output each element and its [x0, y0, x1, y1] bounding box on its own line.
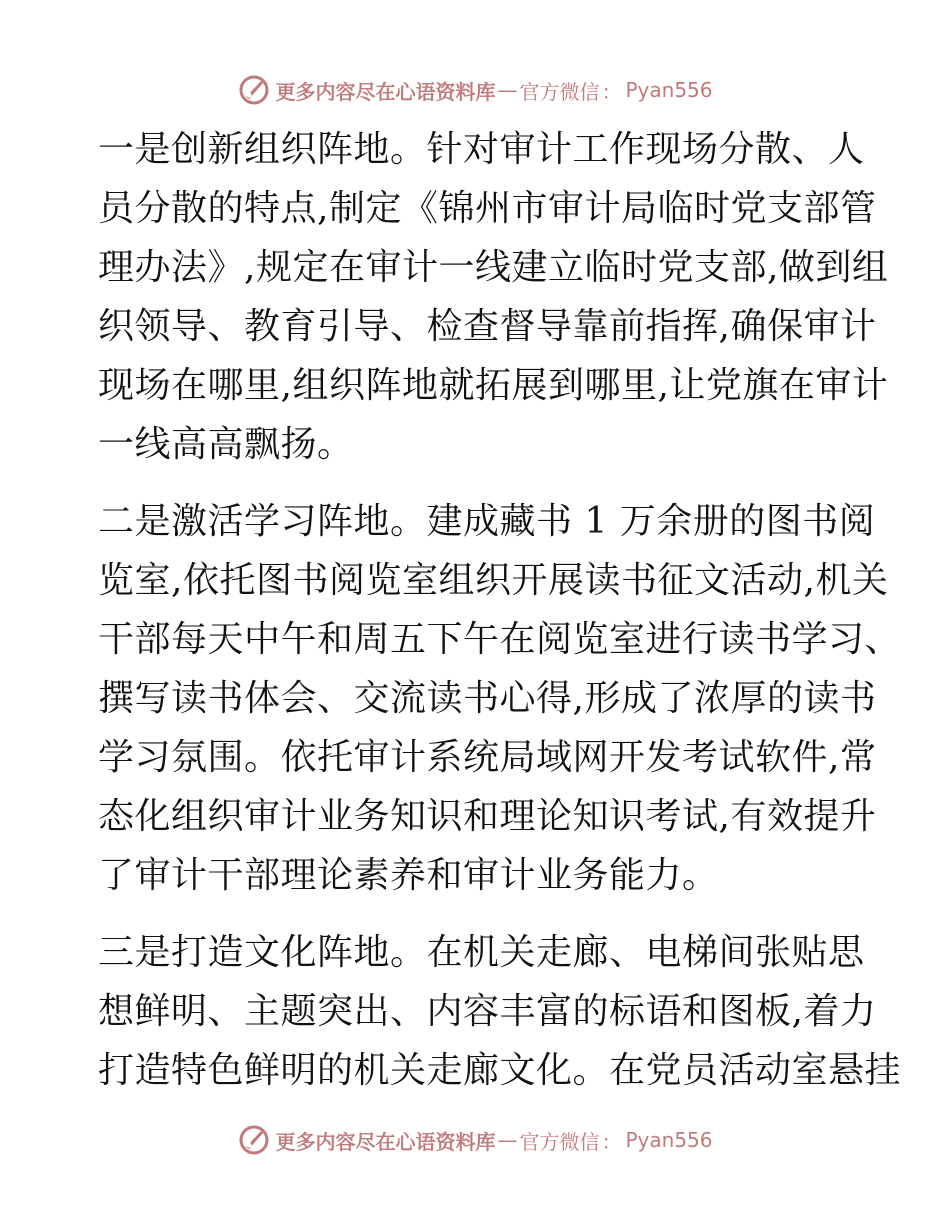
text-line: 态化组织审计业务知识和理论知识考试,有效提升 — [98, 796, 877, 837]
watermark-wechat-label: 官方微信 — [519, 79, 600, 104]
text-line: 一是创新组织阵地。针对审计工作现场分散、人 — [98, 129, 865, 170]
watermark-separator: — — [497, 1128, 518, 1152]
watermark-wechat-label: 官方微信 — [519, 1129, 600, 1154]
quill-seal-icon — [237, 73, 271, 107]
watermark-brand: 更多内容尽在心语资料库 — [275, 79, 496, 104]
watermark-brand: 更多内容尽在心语资料库 — [275, 1129, 496, 1154]
text-line: 了审计干部理论素养和审计业务能力。 — [98, 855, 719, 896]
paragraph-culture — [98, 923, 902, 1100]
text-line: 一线高高飘扬。 — [98, 424, 354, 465]
text-line: 理办法》,规定在审计一线建立临时党支部,做到组 — [98, 247, 889, 288]
watermark-colon: ： — [601, 1129, 622, 1154]
document-body — [98, 120, 902, 1100]
text-line: 织领导、教育引导、检查督导靠前指挥,确保审计 — [98, 306, 877, 347]
text-line: 学习氛围。依托审计系统局域网开发考试软件,常 — [98, 737, 877, 778]
paragraph-organization — [98, 120, 889, 474]
text-line: 览室,依托图书阅览室组织开展读书征文活动,机关 — [98, 560, 889, 601]
text-line: 员分散的特点,制定《锦州市审计局临时党支部管 — [98, 188, 877, 229]
text-line: 想鲜明、主题突出、内容丰富的标语和图板,着力 — [98, 991, 877, 1032]
text-line: 现场在哪里,组织阵地就拓展到哪里,让党旗在审计 — [98, 365, 889, 406]
quill-seal-icon — [237, 1123, 271, 1157]
footer-watermark — [0, 1120, 950, 1160]
text-line: 干部每天中午和周五下午在阅览室进行读书学习、 — [98, 619, 902, 660]
text-line: 打造特色鲜明的机关走廊文化。在党员活动室悬挂 — [98, 1050, 902, 1091]
paragraph-learning — [98, 492, 902, 905]
text-line: 二是激活学习阵地。建成藏书 1 万余册的图书阅 — [98, 501, 876, 542]
header-watermark — [0, 70, 950, 110]
watermark-separator: — — [497, 78, 518, 102]
text-line: 撰写读书体会、交流读书心得,形成了浓厚的读书 — [98, 678, 877, 719]
text-line: 三是打造文化阵地。在机关走廊、电梯间张贴思 — [98, 932, 865, 973]
watermark-colon: ： — [601, 79, 622, 104]
watermark-wechat-id: Pyan556 — [625, 78, 713, 102]
watermark-wechat-id: Pyan556 — [625, 1128, 713, 1152]
